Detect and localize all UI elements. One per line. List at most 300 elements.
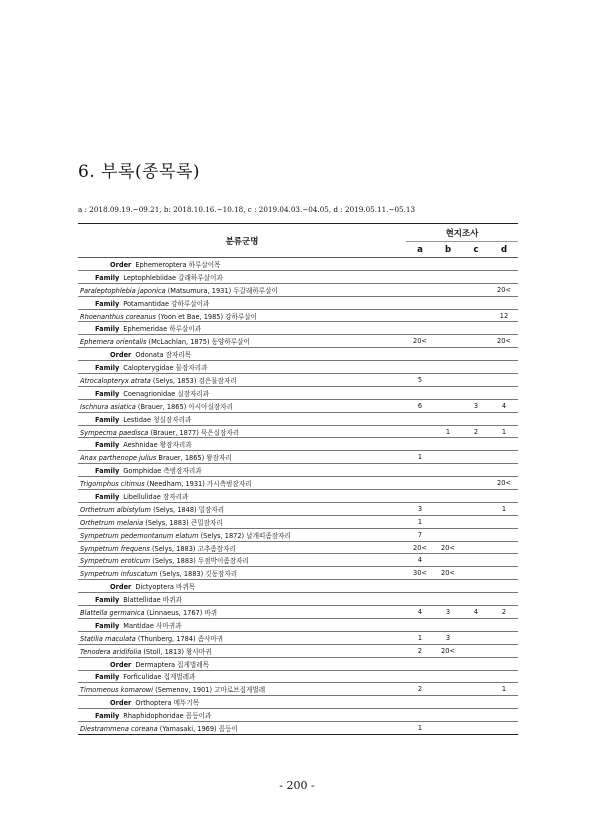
species-row — [78, 451, 518, 464]
taxon-name: Potamantidae 강하루살이과 — [123, 299, 210, 308]
taxon-name: Ephemeroptera 하루살이목 — [135, 260, 221, 269]
family-row — [78, 670, 518, 683]
scientific-name: Timomenus komarowi — [80, 686, 153, 695]
author-common-name: (Yamasaki, 1969) 꼽등이 — [157, 725, 238, 733]
header-classification: 분류군명 — [78, 224, 406, 258]
count-a — [406, 670, 434, 683]
taxon-name-cell — [78, 709, 406, 722]
count-b — [434, 270, 462, 283]
author-common-name: (Linnaeus, 1767) 바퀴 — [144, 608, 218, 617]
count-b — [434, 696, 462, 709]
rank-label: Family — [95, 273, 120, 282]
count-a — [406, 657, 434, 670]
taxon-name: Orthoptera 메뚜기목 — [135, 699, 200, 708]
rank-label: Family — [95, 596, 120, 605]
count-d — [490, 296, 518, 309]
count-c — [462, 451, 490, 464]
scientific-name: Sympetrum frequens — [80, 544, 150, 553]
author-common-name: (Semenov, 1901) 고마로브집게벌레 — [152, 686, 266, 695]
taxon-name-cell — [78, 309, 406, 322]
author-common-name: (Selys, 1872) 날개띠좀잠자리 — [198, 531, 291, 540]
taxon-name-cell — [78, 696, 406, 709]
taxon-name-cell — [78, 283, 406, 296]
count-b — [434, 683, 462, 696]
count-c — [462, 670, 490, 683]
count-a: 1 — [406, 515, 434, 528]
scientific-name: Atrocalopteryx atrata — [80, 376, 151, 385]
count-b: 1 — [434, 425, 462, 438]
count-d — [490, 438, 518, 451]
species-row — [78, 425, 518, 438]
rank-label: Family — [95, 621, 120, 630]
species-row — [78, 502, 518, 515]
scientific-name: Orthetrum melania — [80, 518, 144, 527]
author-common-name: (Selys, 1853) 검은물잠자리 — [150, 376, 237, 385]
taxon-name-cell — [78, 399, 406, 412]
count-d — [490, 515, 518, 528]
count-b — [434, 451, 462, 464]
scientific-name: Sympetrum eroticum — [80, 557, 151, 566]
species-row — [78, 567, 518, 580]
count-a: 3 — [406, 502, 434, 515]
count-d — [490, 567, 518, 580]
count-b — [434, 490, 462, 503]
header-col-b: b — [434, 242, 462, 258]
header-col-a: a — [406, 242, 434, 258]
taxon-name-cell — [78, 374, 406, 387]
taxon-name: Calopterygidae 물잠자리과 — [123, 364, 208, 373]
count-c — [462, 593, 490, 606]
order-row — [78, 580, 518, 593]
count-c — [462, 464, 490, 477]
count-d: 1 — [490, 502, 518, 515]
count-c: 4 — [462, 606, 490, 619]
survey-dates-note: a : 2018.09.19.~09.21, b: 2018.10.16.~10.18, c : 2019.04.03.~04.05, d : 2019.05.11.~05.13 — [78, 205, 416, 214]
count-b: 20< — [434, 541, 462, 554]
count-d — [490, 490, 518, 503]
order-row — [78, 258, 518, 271]
table-body — [78, 258, 518, 735]
count-a — [406, 425, 434, 438]
count-d — [490, 451, 518, 464]
taxon-name: Odonata 잠자리목 — [135, 351, 192, 360]
count-c — [462, 477, 490, 490]
count-a — [406, 348, 434, 361]
count-a — [406, 580, 434, 593]
count-d — [490, 670, 518, 683]
rank-label: Family — [95, 364, 120, 373]
count-c — [462, 631, 490, 644]
count-c — [462, 502, 490, 515]
count-b — [434, 374, 462, 387]
taxon-name-cell — [78, 322, 406, 335]
taxon-name-cell — [78, 683, 406, 696]
taxon-name-cell — [78, 515, 406, 528]
count-c — [462, 309, 490, 322]
taxon-name-cell — [78, 528, 406, 541]
count-c — [462, 270, 490, 283]
species-list-table — [78, 223, 518, 735]
count-d — [490, 580, 518, 593]
species-row — [78, 528, 518, 541]
scientific-name: Blattella germanica — [80, 608, 145, 617]
author-common-name: (Selys, 1883) 깃동잠자리 — [157, 570, 238, 579]
count-c — [462, 296, 490, 309]
taxon-name-cell — [78, 464, 406, 477]
taxon-name-cell — [78, 477, 406, 490]
rank-label: Order — [110, 660, 132, 669]
species-row — [78, 683, 518, 696]
taxon-name-cell — [78, 425, 406, 438]
taxon-name: Rhaphidophoridae 꼽등이과 — [123, 712, 212, 721]
species-row — [78, 554, 518, 567]
count-a — [406, 464, 434, 477]
count-a — [406, 309, 434, 322]
species-row — [78, 374, 518, 387]
count-d — [490, 618, 518, 631]
species-row — [78, 477, 518, 490]
count-b — [434, 296, 462, 309]
count-c — [462, 618, 490, 631]
family-row — [78, 412, 518, 425]
taxon-name: Dermaptera 집게벌레목 — [135, 660, 210, 669]
count-c — [462, 348, 490, 361]
count-b: 3 — [434, 631, 462, 644]
family-row — [78, 386, 518, 399]
count-a: 1 — [406, 722, 434, 735]
count-c — [462, 683, 490, 696]
count-d — [490, 593, 518, 606]
taxon-name-cell — [78, 490, 406, 503]
author-common-name: (Yoon et Bae, 1985) 강하루살이 — [156, 312, 258, 321]
count-c — [462, 283, 490, 296]
header-field-survey: 현지조사 — [406, 224, 518, 242]
author-common-name: (Selys, 1883) 큰밀잠자리 — [143, 518, 223, 527]
count-b — [434, 657, 462, 670]
count-c — [462, 657, 490, 670]
taxon-name-cell — [78, 258, 406, 271]
count-c — [462, 335, 490, 348]
order-row — [78, 696, 518, 709]
taxon-name: Mantidae 사마귀과 — [123, 621, 182, 630]
family-row — [78, 593, 518, 606]
scientific-name: Sympecma paedisca — [80, 428, 149, 437]
count-a — [406, 361, 434, 374]
taxon-name-cell — [78, 593, 406, 606]
count-c — [462, 322, 490, 335]
count-c — [462, 567, 490, 580]
count-c — [462, 374, 490, 387]
count-d — [490, 322, 518, 335]
count-d — [490, 412, 518, 425]
count-b: 3 — [434, 606, 462, 619]
scientific-name: Rhoenanthus coreanus — [80, 312, 156, 321]
count-d: 20< — [490, 477, 518, 490]
count-b — [434, 348, 462, 361]
species-row — [78, 399, 518, 412]
count-a: 5 — [406, 374, 434, 387]
count-d — [490, 386, 518, 399]
taxon-name-cell — [78, 412, 406, 425]
count-b — [434, 322, 462, 335]
taxon-name-cell — [78, 618, 406, 631]
count-a — [406, 386, 434, 399]
count-b — [434, 283, 462, 296]
author-common-name: (Selys, 1883) 고추좀잠자리 — [149, 544, 236, 553]
scientific-name: Trigomphus citimus — [80, 480, 145, 489]
count-a: 1 — [406, 451, 434, 464]
count-c: 2 — [462, 425, 490, 438]
taxon-name: Forficulidae 집게벌레과 — [123, 673, 196, 682]
rank-label: Family — [95, 299, 120, 308]
count-a: 7 — [406, 528, 434, 541]
count-d — [490, 464, 518, 477]
author-common-name: (Selys, 1848) 밀잠자리 — [150, 505, 225, 514]
count-a — [406, 258, 434, 271]
taxon-name-cell — [78, 631, 406, 644]
taxon-name-cell — [78, 361, 406, 374]
count-b — [434, 335, 462, 348]
species-row — [78, 644, 518, 657]
taxon-name: Ephemeridae 하루살이과 — [123, 325, 202, 334]
rank-label: Order — [110, 351, 132, 360]
count-a — [406, 412, 434, 425]
count-d — [490, 361, 518, 374]
count-a: 20< — [406, 541, 434, 554]
count-c — [462, 722, 490, 735]
family-row — [78, 464, 518, 477]
author-common-name: (Brauer, 1877) 묵은실잠자리 — [148, 428, 240, 437]
header-col-c: c — [462, 242, 490, 258]
taxon-name: Gomphidae 측범잠자리과 — [123, 467, 202, 476]
count-b — [434, 528, 462, 541]
count-d: 20< — [490, 283, 518, 296]
count-a — [406, 438, 434, 451]
count-b — [434, 618, 462, 631]
family-row — [78, 709, 518, 722]
family-row — [78, 270, 518, 283]
count-b — [434, 438, 462, 451]
scientific-name: Ephemera orientalis — [80, 338, 147, 347]
header-col-d: d — [490, 242, 518, 258]
count-d — [490, 696, 518, 709]
rank-label: Family — [95, 492, 120, 501]
count-c — [462, 438, 490, 451]
species-row — [78, 722, 518, 735]
taxon-name-cell — [78, 722, 406, 735]
author-common-name: (McLachlan, 1875) 동양하루살이 — [146, 338, 250, 347]
scientific-name: Statilia maculata — [80, 634, 136, 643]
count-c — [462, 554, 490, 567]
count-d — [490, 554, 518, 567]
count-c — [462, 361, 490, 374]
family-row — [78, 490, 518, 503]
rank-label: Family — [95, 673, 120, 682]
family-row — [78, 361, 518, 374]
taxon-name-cell — [78, 644, 406, 657]
species-row — [78, 606, 518, 619]
count-b — [434, 477, 462, 490]
taxon-name: Lestidae 청실잠자리과 — [123, 415, 192, 424]
count-d: 2 — [490, 606, 518, 619]
taxon-name-cell — [78, 554, 406, 567]
species-row — [78, 631, 518, 644]
scientific-name: Sympetrum infuscatum — [80, 570, 158, 579]
author-common-name: Brauer, 1865) 왕잠자리 — [156, 454, 232, 463]
scientific-name: Diestrammena coreana — [80, 725, 158, 733]
taxon-name: Leptophlebiidae 갈래하루살이과 — [123, 273, 223, 282]
taxon-name-cell — [78, 541, 406, 554]
scientific-name: Ischnura asiatica — [80, 402, 136, 411]
taxon-name-cell — [78, 567, 406, 580]
species-row — [78, 309, 518, 322]
scientific-name: Anax parthenope julius — [80, 454, 157, 463]
taxon-name: Aeshnidae 왕잠자리과 — [123, 441, 192, 450]
count-d: 1 — [490, 425, 518, 438]
count-c — [462, 386, 490, 399]
section-heading: 6. 부록(종목록) — [78, 162, 200, 182]
taxon-name: Dictyoptera 바퀴목 — [135, 583, 196, 592]
count-c — [462, 515, 490, 528]
count-d: 20< — [490, 335, 518, 348]
count-d — [490, 541, 518, 554]
count-d — [490, 631, 518, 644]
count-b — [434, 593, 462, 606]
species-row — [78, 515, 518, 528]
count-b — [434, 412, 462, 425]
author-common-name: (Stoll, 1813) 왕사마귀 — [141, 647, 212, 656]
family-row — [78, 618, 518, 631]
author-common-name: (Needham, 1931) 가시측범잠자리 — [144, 480, 252, 489]
count-d — [490, 657, 518, 670]
count-a: 6 — [406, 399, 434, 412]
count-d — [490, 258, 518, 271]
count-a: 20< — [406, 335, 434, 348]
count-a — [406, 270, 434, 283]
count-b — [434, 361, 462, 374]
count-d: 1 — [490, 683, 518, 696]
count-a: 2 — [406, 644, 434, 657]
species-row — [78, 335, 518, 348]
author-common-name: (Brauer, 1865) 아시아실잠자리 — [135, 402, 233, 411]
author-common-name: (Selys, 1883) 두점박이좀잠자리 — [150, 557, 249, 566]
count-a — [406, 618, 434, 631]
count-b — [434, 709, 462, 722]
count-c — [462, 541, 490, 554]
scientific-name: Orthetrum albistylum — [80, 505, 151, 514]
count-b — [434, 554, 462, 567]
taxon-name-cell — [78, 606, 406, 619]
count-a: 4 — [406, 606, 434, 619]
count-c — [462, 709, 490, 722]
rank-label: Order — [110, 699, 132, 708]
count-b — [434, 399, 462, 412]
count-b: 20< — [434, 644, 462, 657]
taxon-name-cell — [78, 348, 406, 361]
count-d — [490, 374, 518, 387]
count-b — [434, 580, 462, 593]
count-a — [406, 322, 434, 335]
count-a: 2 — [406, 683, 434, 696]
count-b — [434, 722, 462, 735]
count-b — [434, 258, 462, 271]
taxon-name-cell — [78, 670, 406, 683]
count-a: 30< — [406, 567, 434, 580]
count-d — [490, 722, 518, 735]
order-row — [78, 657, 518, 670]
count-b — [434, 502, 462, 515]
taxon-name-cell — [78, 386, 406, 399]
rank-label: Order — [110, 583, 132, 592]
count-a — [406, 296, 434, 309]
family-row — [78, 438, 518, 451]
taxon-name-cell — [78, 580, 406, 593]
count-a — [406, 709, 434, 722]
count-b: 20< — [434, 567, 462, 580]
scientific-name: Sympetrum pedemontanum elatum — [80, 531, 199, 540]
page-number: - 200 - — [279, 779, 315, 792]
count-c: 3 — [462, 399, 490, 412]
count-b — [434, 309, 462, 322]
count-d — [490, 709, 518, 722]
family-row — [78, 322, 518, 335]
species-row — [78, 283, 518, 296]
author-common-name: (Matsumura, 1931) 두갈래하루살이 — [165, 286, 278, 295]
order-row — [78, 348, 518, 361]
count-a — [406, 593, 434, 606]
taxon-name-cell — [78, 270, 406, 283]
count-b — [434, 515, 462, 528]
count-c — [462, 412, 490, 425]
taxon-name: Blattellidae 바퀴과 — [123, 596, 182, 605]
rank-label: Family — [95, 712, 120, 721]
taxon-name-cell — [78, 335, 406, 348]
family-row — [78, 296, 518, 309]
taxon-name: Libellulidae 잠자리과 — [123, 492, 189, 501]
count-a: 4 — [406, 554, 434, 567]
count-d: 4 — [490, 399, 518, 412]
taxon-name-cell — [78, 296, 406, 309]
rank-label: Family — [95, 325, 120, 334]
count-d — [490, 270, 518, 283]
count-d — [490, 644, 518, 657]
rank-label: Order — [110, 260, 132, 269]
count-c — [462, 528, 490, 541]
species-row — [78, 541, 518, 554]
taxon-name-cell — [78, 657, 406, 670]
count-c — [462, 644, 490, 657]
count-a — [406, 283, 434, 296]
taxon-name: Coenagrionidae 실잠자리과 — [123, 389, 210, 398]
rank-label: Family — [95, 441, 120, 450]
taxon-name-cell — [78, 438, 406, 451]
count-d — [490, 528, 518, 541]
scientific-name: Tenodera aridifolia — [80, 647, 142, 656]
count-a: 1 — [406, 631, 434, 644]
scientific-name: Paraleptophlebia japonica — [80, 286, 166, 295]
rank-label: Family — [95, 389, 120, 398]
count-b — [434, 386, 462, 399]
count-c — [462, 258, 490, 271]
taxon-name-cell — [78, 502, 406, 515]
count-c — [462, 696, 490, 709]
count-a — [406, 490, 434, 503]
count-b — [434, 464, 462, 477]
count-a — [406, 696, 434, 709]
count-b — [434, 670, 462, 683]
rank-label: Family — [95, 415, 120, 424]
count-a — [406, 477, 434, 490]
